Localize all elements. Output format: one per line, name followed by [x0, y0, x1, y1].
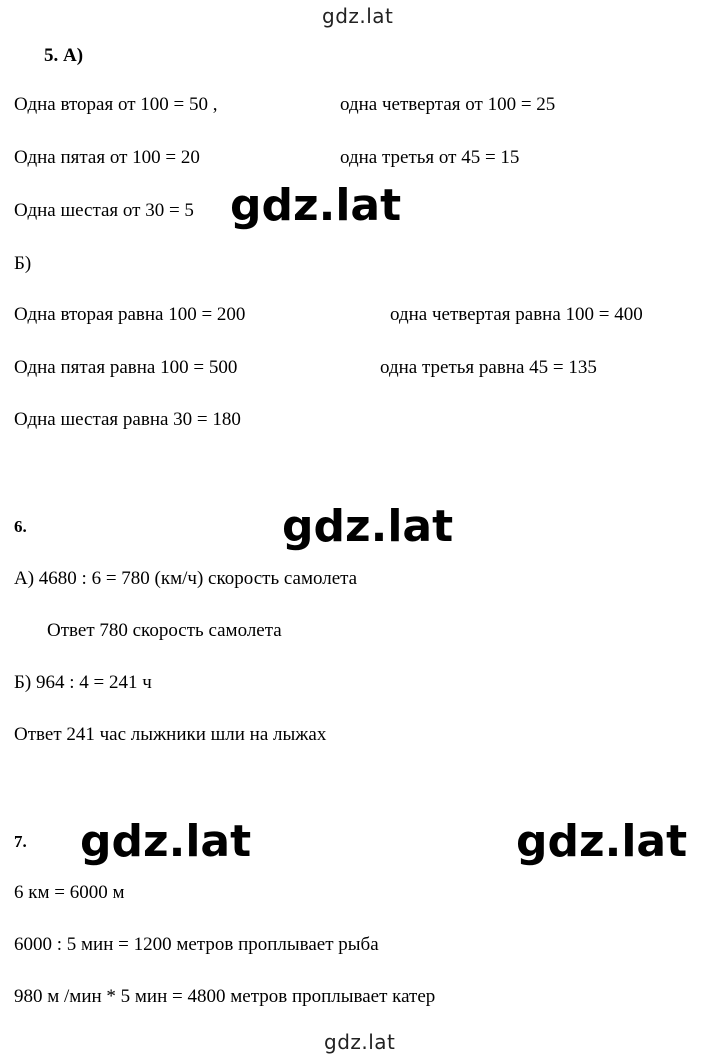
task5-header: 5. А) — [44, 45, 84, 66]
task6-line1: А) 4680 : 6 = 780 (км/ч) скорость самолета — [14, 568, 358, 589]
task6-line4: Ответ 241 час лыжники шли на лыжах — [14, 724, 327, 745]
task5-b-row2-col1: Одна пятая равна 100 = 500 — [14, 357, 238, 378]
task6-header: 6. — [14, 517, 27, 536]
task5-b-row1-col1: Одна вторая равна 100 = 200 — [14, 304, 246, 325]
task6-line2: Ответ 780 скорость самолета — [47, 620, 282, 641]
watermark-large: gdz.lat — [80, 816, 252, 867]
task5-b-row2-col2: одна третья равна 45 = 135 — [380, 357, 597, 378]
task5-b-row3-col1: Одна шестая равна 30 = 180 — [14, 409, 241, 430]
task5-a-row3-col1: Одна шестая от 30 = 5 — [14, 200, 194, 221]
task5-a-row2-col1: Одна пятая от 100 = 20 — [14, 147, 200, 168]
task5-b-row1-col2: одна четвертая равна 100 = 400 — [390, 304, 643, 325]
watermark-large: gdz.lat — [282, 501, 454, 552]
watermark-large: gdz.lat — [516, 816, 688, 867]
watermark-top: gdz.lat — [322, 4, 394, 28]
watermark-large: gdz.lat — [230, 180, 402, 231]
watermark-bottom: gdz.lat — [324, 1030, 396, 1054]
task6-line3: Б) 964 : 4 = 241 ч — [14, 672, 152, 693]
task5-a-row2-col2: одна третья от 45 = 15 — [340, 147, 520, 168]
task5-a-row1-col2: одна четвертая от 100 = 25 — [340, 94, 556, 115]
task7-line2: 6000 : 5 мин = 1200 метров проплывает рыба — [14, 934, 379, 955]
task5-b-label: Б) — [14, 253, 32, 274]
task7-line3: 980 м /мин * 5 мин = 4800 метров проплывает катер — [14, 986, 436, 1007]
task5-a-row1-col1: Одна вторая от 100 = 50 , — [14, 94, 218, 115]
task7-line1: 6 км = 6000 м — [14, 882, 125, 903]
task7-header: 7. — [14, 832, 27, 851]
